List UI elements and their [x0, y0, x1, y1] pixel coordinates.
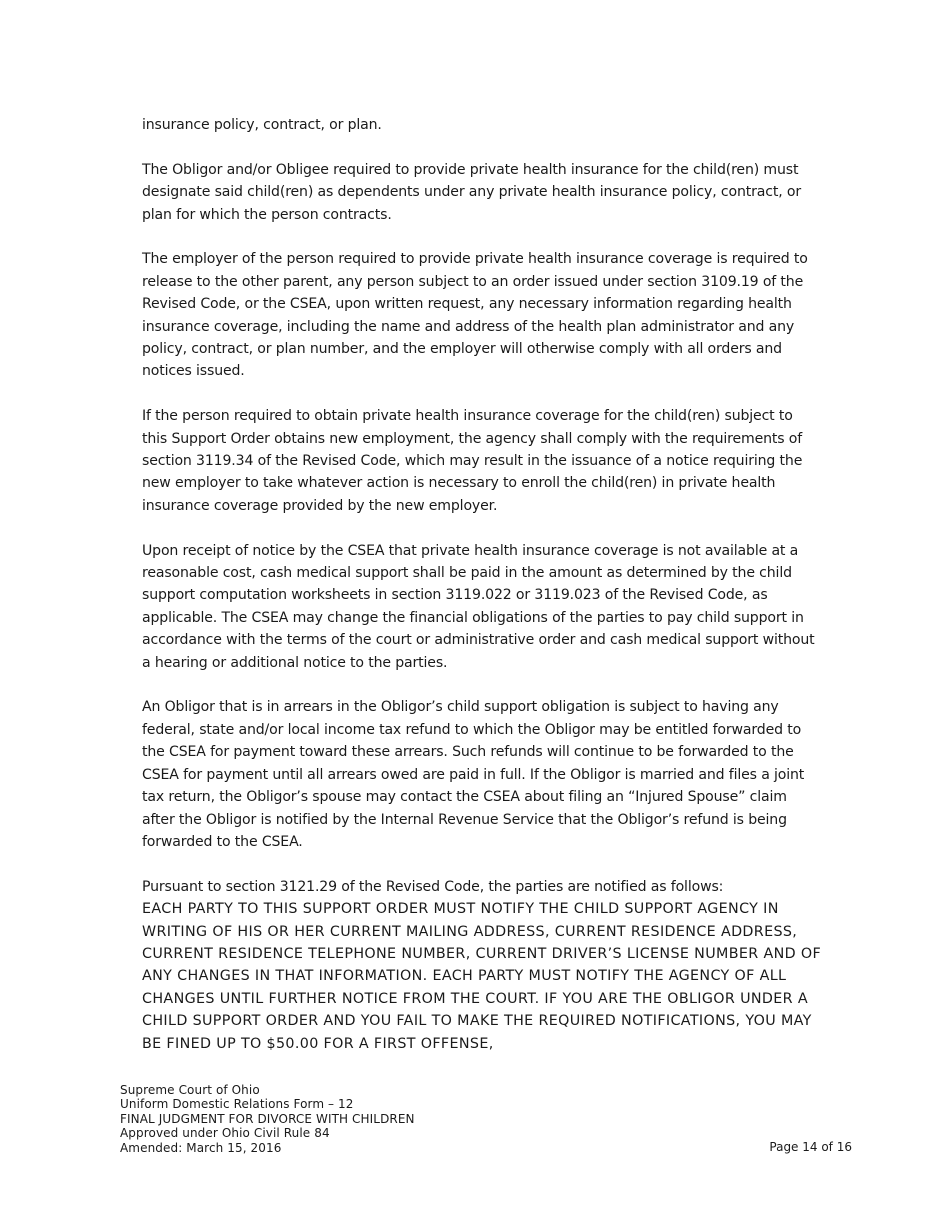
page-footer [120, 1083, 415, 1155]
paragraph-cash-medical-support: Upon receipt of notice by the CSEA that private health insurance coverage is not available at a reasonable cost, cash medical support shall be paid in the amount as determined by the child support computation worksheets in section 3119.022 or 3119.023 of the Revised Code, as applicable. The CSEA may change the financial obligations of the parties to pay child support in accordance with the terms of the court or administrative order and cash medical support without a hearing or additional notice to the parties. [142, 542, 815, 671]
paragraph-new-employment: If the person required to obtain private health insurance coverage for the child(ren) subject to this Support Order obtains new employment, the agency shall comply with the requirements of section 3119.34 of the Revised Code, which may result in the issuance of a notice requiring the new employer to take whatever action is necessary to enroll the child(ren) in private health insurance coverage provided by the new employer. [142, 408, 803, 514]
footer-court-name: Supreme Court of Ohio [120, 1083, 260, 1097]
paragraph-pursuant-notice: Pursuant to section 3121.29 of the Revised Code, the parties are notified as follows: [142, 878, 724, 895]
paragraph-tax-refund-arrears: An Obligor that is in arrears in the Obligor’s child support obligation is subject to having any federal, state and/or local income tax refund to which the Obligor may be entitled forwarded to the CSEA for payment toward these arrears. Such refunds will continue to be forwarded to the CSEA for payment until all arrears owed are paid in full. If the Obligor is married and files a joint tax return, the Obligor’s spouse may contact the CSEA about filing an “Injured Spouse” claim after the Obligor is notified by the Internal Revenue Service that the Obligor’s refund is being forwarded to the CSEA. [142, 699, 805, 850]
page-number: Page 14 of 16 [769, 1140, 852, 1154]
footer-approval: Approved under Ohio Civil Rule 84 [120, 1126, 330, 1141]
footer-form-title: FINAL JUDGMENT FOR DIVORCE WITH CHILDREN [120, 1111, 415, 1126]
paragraph-insurance-policy: insurance policy, contract, or plan. [142, 117, 382, 133]
paragraph-designate-dependents: The Obligor and/or Obligee required to provide private health insurance for the child(ren) must designate said child(ren) as dependents under any private health insurance policy, contract, or plan for which the person contracts. [142, 161, 801, 223]
document-body [142, 114, 822, 1055]
paragraph-employer-release: The employer of the person required to provide private health insurance coverage is required to release to the other parent, any person subject to an order issued under section 3109.19 of the Revised Code, or the CSEA, upon written request, any necessary information regarding health insurance coverage, including the name and address of the health plan administrator and any policy, contract, or plan number, and the employer will otherwise comply with all orders and notices issued. [142, 251, 808, 380]
notice-uppercase-block: EACH PARTY TO THIS SUPPORT ORDER MUST NOTIFY THE CHILD SUPPORT AGENCY IN WRITING OF HIS OR HER CURRENT MAILING ADDRESS, CURRENT RESIDENCE ADDRESS, CURRENT RESIDENCE TELEPHONE NUMBER, CURRENT DRIVER’S LICENSE NUMBER AND OF ANY CHANGES IN THAT INFORMATION. EACH PARTY MUST NOTIFY THE AGENCY OF ALL CHANGES UNTIL FURTHER NOTICE FROM THE COURT. IF YOU ARE THE OBLIGOR UNDER A CHILD SUPPORT ORDER AND YOU FAIL TO MAKE THE REQUIRED NOTIFICATIONS, YOU MAY BE FINED UP TO $50.00 FOR A FIRST OFFENSE, [142, 901, 822, 1052]
footer-amended-date: Amended: March 15, 2016 [120, 1140, 282, 1155]
footer-form-number: Uniform Domestic Relations Form – 12 [120, 1097, 354, 1112]
